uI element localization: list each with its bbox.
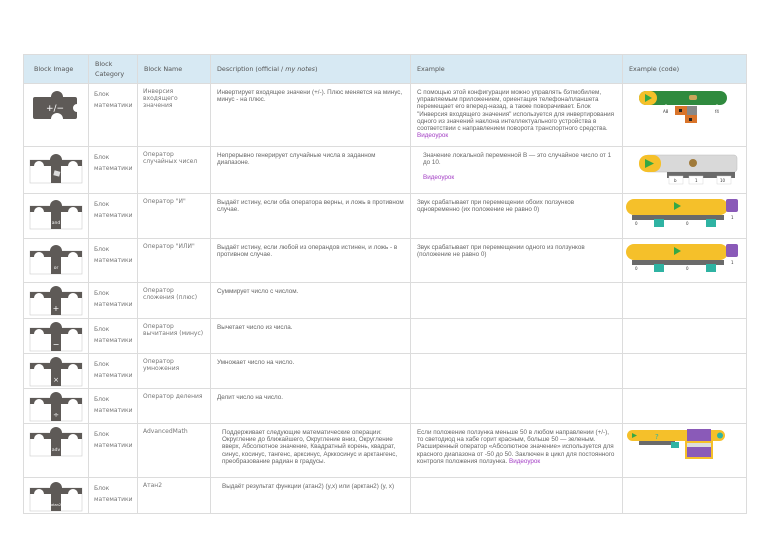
- header-example: Example: [411, 55, 623, 84]
- block-description: Выдаёт истину, если оба оператора верны, и ложь в противном случае.: [211, 194, 411, 239]
- block-example: [411, 478, 623, 514]
- block-category: Блок математики: [89, 389, 138, 424]
- block-image-cell: [24, 239, 89, 283]
- block-example: [411, 389, 623, 424]
- table-row: [24, 283, 747, 319]
- block-category: Блок математики: [89, 319, 138, 354]
- block-name: Оператор сложения (плюс): [138, 283, 211, 319]
- block-description: Суммирует число с числом.: [211, 283, 411, 319]
- svg-text:atan2: atan2: [50, 503, 62, 507]
- video-lesson-link[interactable]: Видеоурок: [423, 173, 455, 181]
- block-category: Блок математики: [89, 194, 138, 239]
- block-name: AdvancedMath: [138, 424, 211, 478]
- and-block-icon: [29, 200, 83, 230]
- block-example: Звук срабатывает при перемещении обоих ползунков одновременно (их положение не равно 0): [411, 194, 623, 239]
- example-code-cell: [623, 84, 747, 147]
- header-block-image: Block Image: [24, 55, 89, 84]
- svg-text:f4: f4: [715, 109, 719, 114]
- table-row: [24, 319, 747, 354]
- example-code-cell: [623, 389, 747, 424]
- block-name: Оператор деления: [138, 389, 211, 424]
- block-name: Атан2: [138, 478, 211, 514]
- code-example-image: [639, 154, 749, 194]
- svg-text:b: b: [674, 178, 677, 183]
- svg-text:÷: ÷: [53, 411, 59, 419]
- svg-text:0: 0: [686, 221, 689, 226]
- block-image-cell: [24, 147, 89, 194]
- block-image-cell: [24, 319, 89, 354]
- example-code-cell: [623, 194, 747, 239]
- block-category: Блок математики: [89, 84, 138, 147]
- table-row: [24, 84, 747, 147]
- svg-text:+/−: +/−: [45, 104, 65, 114]
- block-name: Инверсия входящего значения: [138, 84, 211, 147]
- block-description: Выдаёт истину, если любой из операндов истинен, и ложь - в противном случае.: [211, 239, 411, 283]
- plus-block-icon: [29, 286, 83, 316]
- block-image-cell: [24, 389, 89, 424]
- svg-text:1: 1: [731, 215, 734, 220]
- table-row: [24, 389, 747, 424]
- block-description: Непрерывно генерирует случайные числа в заданном диапазоне.: [211, 147, 411, 194]
- minus-block-icon: [29, 322, 83, 352]
- block-example: С помощью этой конфигурации можно управлять бэтмобилем, управляемым приложением, ориентация телефона/планшета перемещает его вперед-назад, а также поворачивает. Блок "Инверсия входящего значения" используется для инвертирования одного из значений наклона интеллектуального устройства в соответствии с направлением поворота транспортного средства. Видеоурок: [411, 84, 623, 147]
- block-example: Если положение ползунка меньше 50 в любом направлении (+/-), то светодиод на хабе горит красным, больше 50 — зеленым. Расширенный оператор «Абсолютное значение» используется для красного диапазона от -50 до 50. Заключен в цикл для постоянного контроля положения ползунка. Видеоурок: [411, 424, 623, 478]
- svg-text:1: 1: [731, 260, 734, 265]
- block-name: Оператор "ИЛИ": [138, 239, 211, 283]
- block-category: Блок математики: [89, 478, 138, 514]
- block-category: Блок математики: [89, 239, 138, 283]
- example-code-cell: [623, 239, 747, 283]
- table-row: [24, 424, 747, 478]
- math-blocks-table: [23, 54, 747, 514]
- svg-text:0: 0: [686, 266, 689, 271]
- example-code-cell: [623, 424, 747, 478]
- header-block-category: Block Category: [89, 55, 138, 84]
- video-lesson-link[interactable]: Видеоурок: [417, 132, 449, 140]
- block-description: Умножает число на число.: [211, 354, 411, 389]
- svg-text:−: −: [52, 340, 60, 349]
- table-row: [24, 478, 747, 514]
- block-image-cell: [24, 283, 89, 319]
- random-block-icon: [29, 154, 83, 184]
- svg-text:1: 1: [695, 178, 698, 183]
- multiply-block-icon: [29, 357, 83, 387]
- svg-text:A8: A8: [663, 109, 669, 114]
- example-code-cell: [623, 283, 747, 319]
- code-example-image: [626, 197, 744, 237]
- block-image-cell: [24, 84, 89, 147]
- svg-text:0: 0: [635, 266, 638, 271]
- svg-text:0: 0: [635, 221, 638, 226]
- table-row: [24, 239, 747, 283]
- block-description: Инвертирует входящее значени (+/-). Плюс меняется на минус, минус - на плюс.: [211, 84, 411, 147]
- svg-text:×: ×: [53, 376, 59, 384]
- block-category: Блок математики: [89, 424, 138, 478]
- block-example: [411, 283, 623, 319]
- video-lesson-link[interactable]: Видеоурок: [509, 457, 541, 465]
- advanced-math-block-icon: [29, 427, 83, 457]
- block-example: Звук срабатывает при перемещении одного из ползунков (положение не равно 0): [411, 239, 623, 283]
- block-name: Оператор "И": [138, 194, 211, 239]
- svg-text:or: or: [53, 266, 59, 271]
- svg-text:?: ?: [655, 433, 659, 441]
- block-example: [411, 319, 623, 354]
- block-description: Делит число на число.: [211, 389, 411, 424]
- block-image-cell: [24, 478, 89, 514]
- code-example-image: [626, 242, 744, 282]
- table-header-row: [24, 55, 747, 84]
- block-name: Оператор случайных чисел: [138, 147, 211, 194]
- code-example-image: [627, 427, 727, 467]
- svg-text:and: and: [51, 221, 61, 226]
- example-code-cell: [623, 478, 747, 514]
- code-example-image: [639, 89, 749, 139]
- header-block-name: Block Name: [138, 55, 211, 84]
- block-description: Выдаёт результат функции (атан2) (y,x) или (арктан2) (y, x): [211, 478, 411, 514]
- block-name: Оператор вычитания (минус): [138, 319, 211, 354]
- atan2-block-icon: [29, 482, 83, 512]
- example-code-cell: [623, 147, 747, 194]
- header-description: Description (official / my notes): [211, 55, 411, 84]
- example-code-cell: [623, 354, 747, 389]
- divide-block-icon: [29, 392, 83, 422]
- block-example: Значение локальной переменной B — это случайное число от 1 до 10. Видеоурок: [411, 147, 623, 194]
- block-example: [411, 354, 623, 389]
- svg-text:10: 10: [720, 178, 726, 183]
- block-description: Вычетает число из числа.: [211, 319, 411, 354]
- or-block-icon: [29, 245, 83, 275]
- block-image-cell: [24, 194, 89, 239]
- table-row: [24, 194, 747, 239]
- table-row: [24, 354, 747, 389]
- block-category: Блок математики: [89, 283, 138, 319]
- invert-sign-block-icon: [31, 91, 81, 123]
- block-image-cell: [24, 424, 89, 478]
- svg-text:adv: adv: [51, 448, 61, 453]
- block-name: Оператор умножения: [138, 354, 211, 389]
- block-image-cell: [24, 354, 89, 389]
- header-example-code: Example (code): [623, 55, 747, 84]
- example-code-cell: [623, 319, 747, 354]
- block-description: Поддерживает следующие математические операции: Округление до ближайшего, Округление вниз, Округление вверх, Абсолютное значение, Квадратный корень, квадрат, синус, косинус, тангенс, арксинус, Арккосинус и арктангенс, преобразование радиан в градусы.: [211, 424, 411, 478]
- svg-text:+: +: [52, 304, 60, 313]
- block-category: Блок математики: [89, 147, 138, 194]
- block-category: Блок математики: [89, 354, 138, 389]
- table-row: [24, 147, 747, 194]
